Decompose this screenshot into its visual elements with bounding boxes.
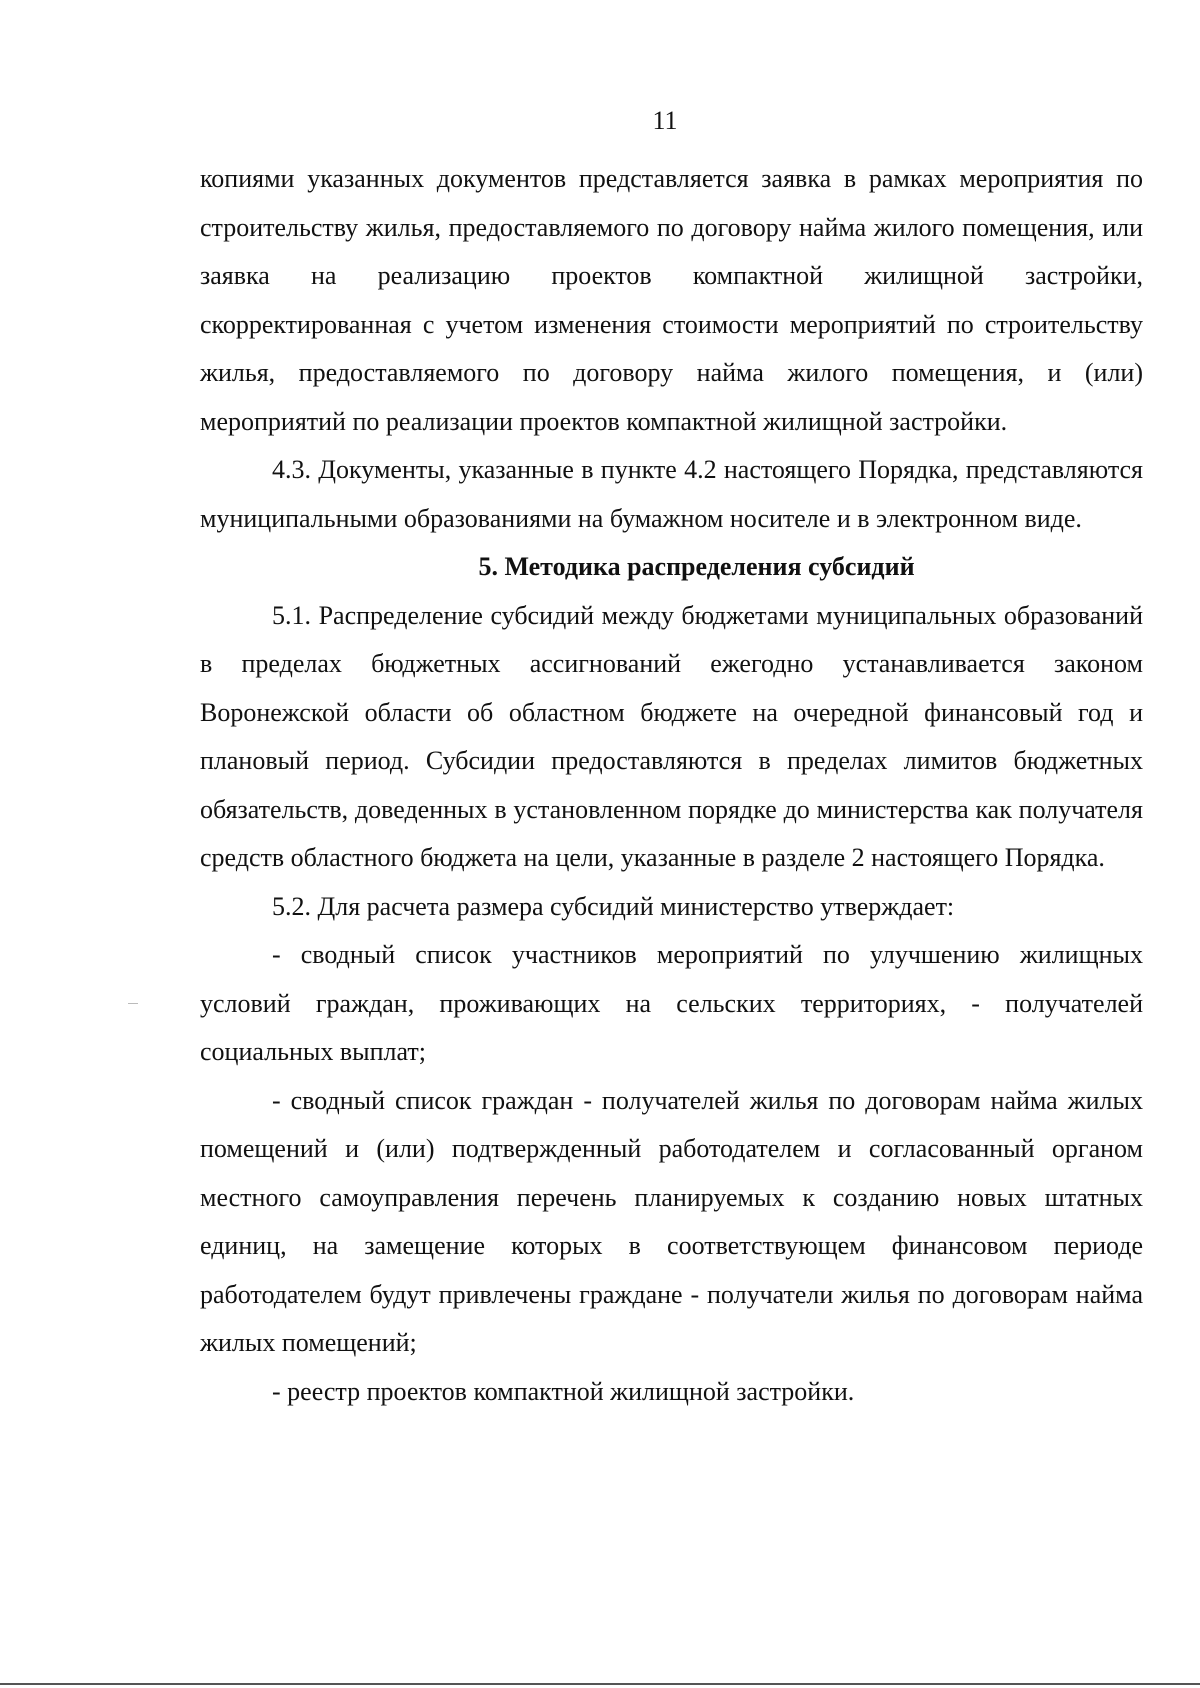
document-body [200, 155, 1143, 1416]
scan-margin-mark [128, 1003, 138, 1004]
list-item-registry-projects: - реестр проектов компактной жилищной застройки. [272, 1376, 855, 1406]
continuation-paragraph: копиями указанных документов представляется заявка в рамках мероприятия по строительству жилья, предоставляемого по договору найма жилого помещения, или заявка на реализацию проектов компактной жилищной застройки, скорректированная с учетом изменения стоимости мероприятий по строительству жилья, предоставляемого по договору найма жилого помещения, и (или) мероприятий по реализации проектов компактной жилищной застройки. [200, 164, 1143, 436]
paragraph-4-3: 4.3. Документы, указанные в пункте 4.2 настоящего Порядка, представляются муниципальными образованиями на бумажном носителе и в электронном виде. [200, 455, 1143, 533]
section-5-heading: 5. Методика распределения субсидий [478, 552, 915, 581]
page-number: 11 [652, 106, 678, 135]
footer-rule [0, 1683, 1200, 1685]
list-item-summary-participants: - сводный список участников мероприятий по улучшению жилищных условий граждан, проживающих на сельских территориях, - получателей социальных выплат; [200, 940, 1143, 1066]
list-item-summary-citizens: - сводный список граждан - получателей жилья по договорам найма жилых помещений и (или) подтвержденный работодателем и согласованный органом местного самоуправления перечень планируемых к созданию новых штатных единиц, на замещение которых в соответствующем финансовом периоде работодателем будут привлечены граждане - получатели жилья по договорам найма жилых помещений; [200, 1085, 1143, 1357]
paragraph-5-1: 5.1. Распределение субсидий между бюджетами муниципальных образований в пределах бюджетных ассигнований ежегодно устанавливается законом Воронежской области об областном бюджете на очередной финансовый год и плановый период. Субсидии предоставляются в пределах лимитов бюджетных обязательств, доведенных в установленном порядке до министерства как получателя средств областного бюджета на цели, указанные в разделе 2 настоящего Порядка. [200, 600, 1143, 872]
paragraph-5-2: 5.2. Для расчета размера субсидий министерство утверждает: [272, 891, 955, 921]
